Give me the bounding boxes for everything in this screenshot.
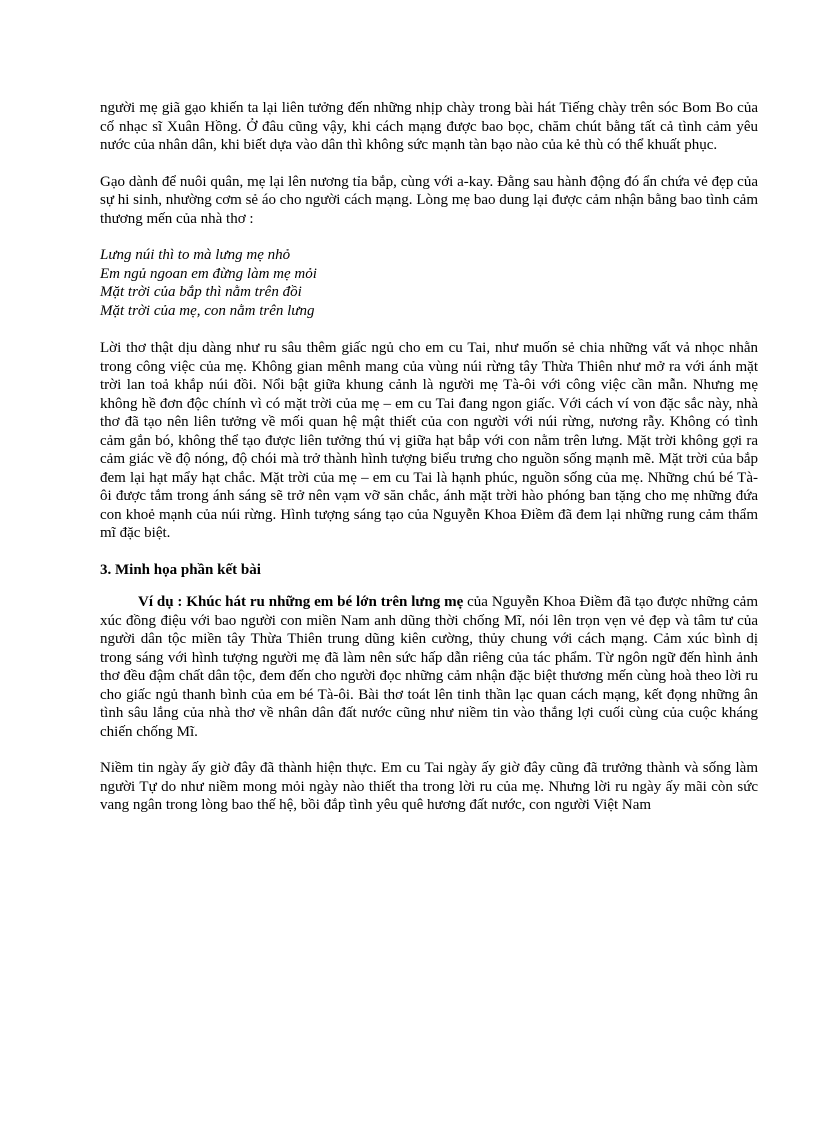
poem-line: Lưng núi thì to mà lưng mẹ nhỏ — [100, 247, 291, 263]
poem-line: Em ngủ ngoan em đừng làm mẹ mỏi — [100, 265, 317, 282]
section-heading: 3. Minh họa phần kết bài — [100, 561, 261, 578]
poem-block — [100, 246, 758, 320]
document-page — [100, 99, 758, 833]
paragraph-rice: Gạo dành để nuôi quân, mẹ lại lên nương tỉa bắp, cùng với a-kay. Đằng sau hành động đó ẩn chứa vẻ đẹp của sự hi sinh, nhường cơm sẻ áo cho người cách mạng. Lòng mẹ bao dung lại được cảm nhận bằng bao tình cảm thương mến của nhà thơ : — [100, 173, 758, 227]
paragraph-example — [100, 593, 758, 741]
paragraph-analysis: Lời thơ thật dịu dàng như ru sâu thêm giấc ngủ cho em cu Tai, như muốn sẻ chia những vất vả nhọc nhằn trong công việc của mẹ. Không gian mênh mang của vùng núi rừng tây Thừa Thiên như mở ra với ánh mặt trời lan toả khắp núi đồi. Nổi bật giữa khung cảnh là người mẹ Tà-ôi với công việc cần mẫn. Nhưng mẹ không hề đơn độc chính vì có mặt trời của mẹ – em cu Tai đang ngon giấc. Với cách ví von đặc sắc này, nhà thơ đã tạo nên liên tưởng về mối quan hệ mật thiết của con người với núi rừng, nương rẫy. Không có tình cảm gắn bó, không thể tạo được liên tưởng thú vị giữa hạt bắp với con nằm trên lưng. Mặt trời không gợi ra cảm giác về độ nóng, độ chói mà trở thành hình tượng biểu trưng cho nguồn sống mạnh mẽ. Mặt trời của bắp đem lại hạt mẩy hạt chắc. Mặt trời của mẹ – em cu Tai là hạnh phúc, nguồn sống của mẹ. Những chú bé Tà-ôi được tắm trong ánh sáng sẽ trở nên vạm vỡ săn chắc, ánh mặt trời hào phóng ban tặng cho mẹ những đứa con khoẻ mạnh của núi rừng. Hình tượng sáng tạo của Nguyễn Khoa Điềm đã đem lại những rung cảm thẩm mĩ đặc biệt. — [100, 340, 758, 541]
example-body: của Nguyễn Khoa Điềm đã tạo được những cảm xúc đồng điệu với bao người con miền Nam anh dũng thời chống Mĩ, nói lên trọn vẹn vẻ đẹp và tâm tư của người dân tộc miền tây Thừa Thiên trung dũng kiên cường, thủy chung với cách mạng. Cảm xúc bình dị trong sáng với hình tượng người mẹ đã làm nên sức hấp dẫn riêng của tác phẩm. Từ ngôn ngữ đến hình ảnh thơ đều đậm chất dân tộc, đem đến cho người đọc những cảm nhận đặc biệt thương mến cùng hoà theo lời ru cho giấc ngủ thanh bình của em bé Tà-ôi. Bài thơ toát lên tinh thần lạc quan cách mạng, kết đọng những ân tình sâu lắng của nhà thơ về nhân dân đất nước cũng như niềm tin vào thắng lợi cuối cùng của cuộc kháng chiến chống Mĩ. — [100, 594, 759, 740]
paragraph-closing: Niềm tin ngày ấy giờ đây đã thành hiện thực. Em cu Tai ngày ấy giờ đây cũng đã trưởng thành và sống làm người Tự do như niềm mong mỏi ngày nào thiết tha trong lời ru của mẹ. Nhưng lời ru ngày ấy mãi còn sức vang ngân trong lòng bao thế hệ, bồi đắp tình yêu quê hương đất nước, con người Việt Nam — [100, 760, 758, 813]
poem-line: Mặt trời của bắp thì nằm trên đồi — [100, 284, 302, 300]
example-lead: Ví dụ : Khúc hát ru những em bé lớn trên lưng mẹ — [138, 594, 464, 610]
poem-line: Mặt trời của mẹ, con nằm trên lưng — [100, 302, 315, 319]
paragraph-intro: người mẹ giã gạo khiến ta lại liên tưởng đến những nhịp chày trong bài hát Tiếng chày trên sóc Bom Bo của cố nhạc sĩ Xuân Hồng. Ở đâu cũng vậy, khi cách mạng được bao bọc, chăm chút bằng tất cả tình cảm yêu nước của nhân dân, khi biết dựa vào dân thì không sức mạnh tàn bạo nào của kẻ thù có thể khuất phục. — [100, 100, 758, 153]
